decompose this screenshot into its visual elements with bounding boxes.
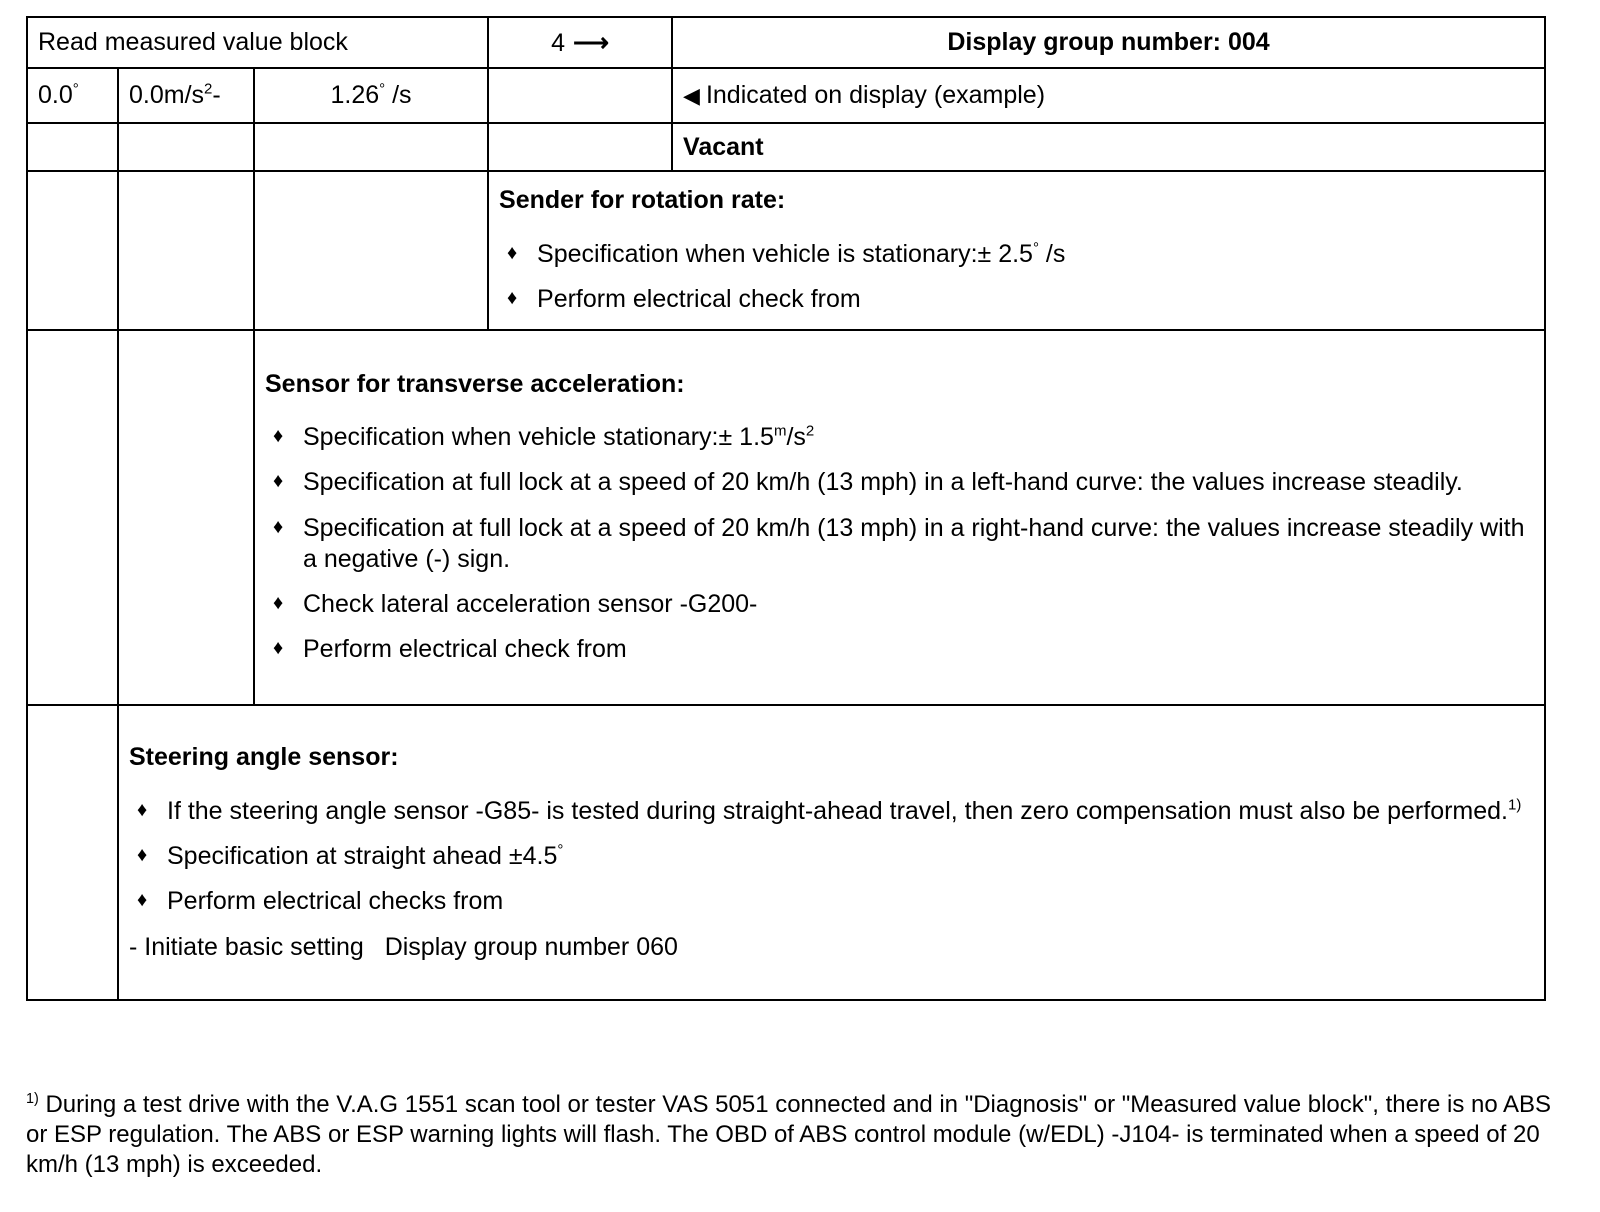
list-item: ♦ Specification at full lock at a speed of 20 km/h (13 mph) in a left-hand curve: the values increase steadily.: [273, 468, 1463, 497]
footnote-ref: 1): [1508, 796, 1522, 814]
list-item: ♦ Perform electrical check from: [273, 635, 627, 664]
steering-section: [118, 705, 1545, 1000]
list-item: ♦ Perform electrical check from: [507, 284, 861, 313]
footnote: [26, 1090, 1556, 1180]
vacant-row: [27, 123, 1545, 171]
block-label: Read measured value block: [38, 28, 348, 56]
diamond-bullet-icon: ♦: [137, 798, 148, 821]
header-row: [27, 17, 1545, 68]
diamond-bullet-icon: ♦: [273, 515, 284, 538]
list-item: ♦ Check lateral acceleration sensor -G200-: [273, 590, 758, 618]
diamond-bullet-icon: ♦: [137, 843, 148, 866]
transverse-title: Sensor for transverse acceleration:: [265, 369, 685, 398]
diamond-bullet-icon: ♦: [507, 286, 518, 309]
diamond-bullet-icon: ♦: [273, 637, 284, 660]
indicator-text: Indicated on display (example): [705, 81, 1046, 109]
display-row: [27, 68, 1545, 123]
indicator-cell: [672, 68, 1545, 123]
diamond-bullet-icon: ♦: [137, 889, 148, 912]
arrow-right-icon: ⟶: [573, 28, 609, 57]
block-number: 4: [551, 28, 566, 57]
display-field-3: 1.26° /s: [254, 68, 488, 123]
rotation-rate-title: Sender for rotation rate:: [499, 186, 786, 214]
steering-row: [27, 705, 1545, 1000]
footnote-text: During a test drive with the V.A.G 1551 scan tool or tester VAS 5051 connected and in "Diagnosis" or "Measured value block", there is no ABS or ESP regulation. The ABS or ESP warning lights will flash. The OBD of ABS control module (w/EDL) -J104- is terminated when a speed of 20 km/h (13 mph) is exceeded.: [26, 1091, 1552, 1178]
group-title-cell: [672, 17, 1545, 68]
vacant-cell: [672, 123, 1545, 171]
rotation-rate-section: [488, 171, 1545, 330]
list-item: ♦ Specification when vehicle is stationary:± 2.5° /s: [507, 239, 1066, 268]
measured-value-table: [26, 16, 1546, 1001]
vacant-label: Vacant: [683, 132, 764, 161]
footnote-mark: 1): [26, 1091, 39, 1107]
list-item: ♦ Perform electrical checks from: [137, 887, 504, 916]
basic-setting-line: - Initiate basic setting Display group number 060: [129, 933, 678, 962]
block-label-cell: [27, 17, 488, 68]
diamond-bullet-icon: ♦: [273, 425, 284, 447]
diamond-bullet-icon: ♦: [507, 241, 518, 264]
display-field-2: $0.0m/s^2-$: [118, 68, 254, 123]
list-item: ♦ If the steering angle sensor -G85- is tested during straight-ahead travel, then zero compensation must also be performed.$^{1)}$: [137, 796, 1522, 825]
block-number-cell: [488, 17, 672, 68]
diamond-bullet-icon: ♦: [273, 470, 284, 493]
transverse-section: [254, 330, 1545, 705]
diamond-bullet-icon: ♦: [273, 592, 284, 614]
rotation-rate-row: [27, 171, 1545, 330]
list-item: ♦ Specification at straight ahead ±4.5°: [137, 841, 564, 870]
triangle-left-icon: ◀: [683, 83, 700, 108]
display-field-1: 0.0°: [27, 68, 118, 123]
list-item: ♦ Specification at full lock at a speed of 20 km/h (13 mph) in a right-hand curve: the values increase steadily with a negative (-) sign.: [273, 513, 1525, 573]
transverse-row: [27, 330, 1545, 705]
list-item: ♦ Specification when vehicle stationary:± $1.5^m/s^2$: [273, 422, 815, 451]
group-title: Display group number: 004: [947, 28, 1270, 56]
steering-title: Steering angle sensor:: [129, 743, 399, 772]
display-field-4: [488, 68, 672, 123]
